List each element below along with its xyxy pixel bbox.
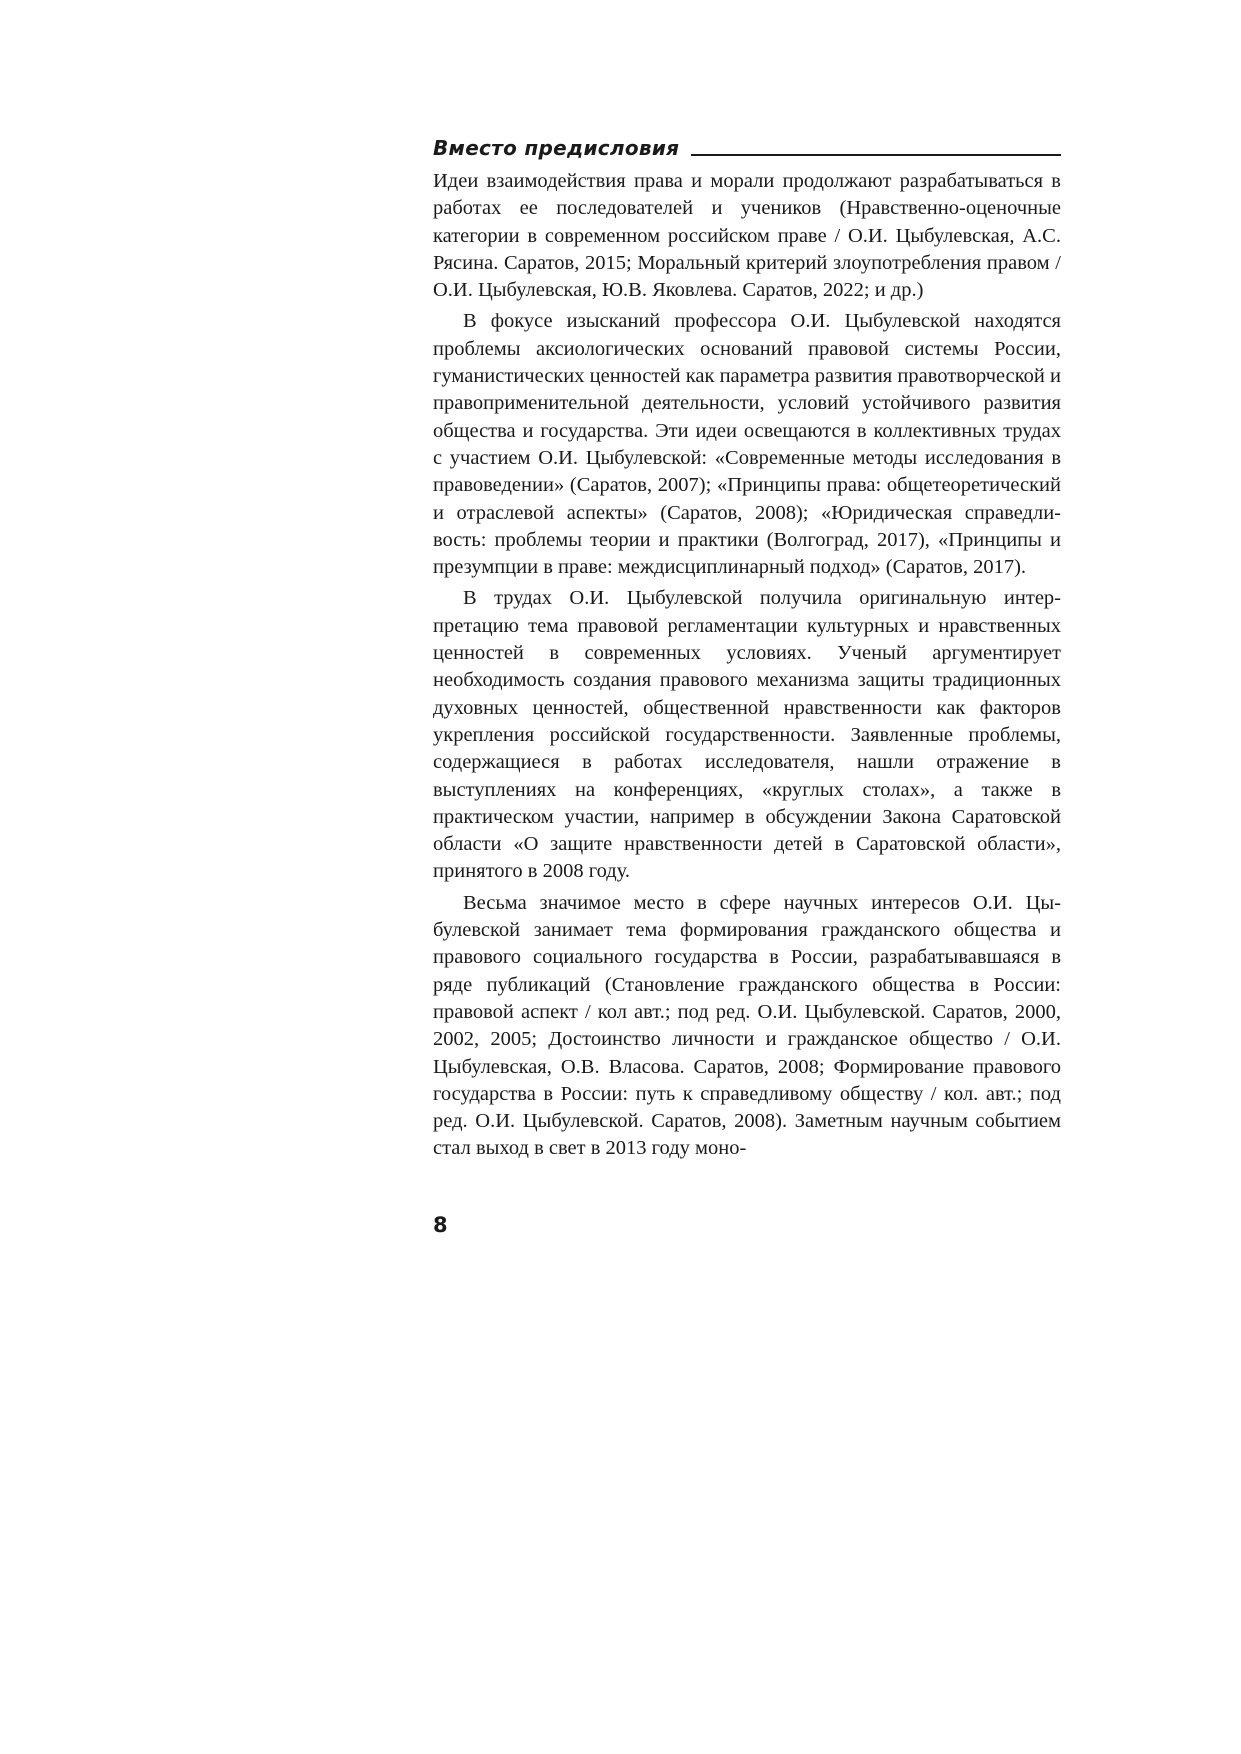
running-head-title: Вместо предисловия — [433, 136, 680, 160]
paragraph: Идеи взаимодействия права и морали продолжают разрабатываться в работах ее последователей и учеников (Нравственно-оценочные категории в современном российском праве / О.И. Цыбулевская, А.С. Рясина. Саратов, 2015; Моральный критерий злоупотребления правом / О.И. Цыбулевская, Ю.В. Яковлева. Саратов, 2022; и др.) — [433, 170, 1061, 302]
paragraph: В трудах О.И. Цыбулевской получила оригинальную интерпретацию тема правовой регламентации культурных и нравственных ценностей в современных условиях. Ученый аргументирует необходимость создания правового механизма защиты традиционных духовных ценностей, общественной нравственности как факторов укрепления российской государственности. Заявленные проблемы, содержащиеся в работах исследователя, нашли отражение в выступлениях на конференциях, «круглых столах», а также в практическом участии, например в обсуждении Закона Саратовской области «О защите нравственности детей в Саратовской области», принятого в 2008 году. — [433, 587, 1061, 883]
paragraph: Весьма значимое место в сфере научных интересов О.И. Цыбулевской занимает тема формирования гражданского общества и правового социального государства в России, разрабатывавшаяся в ряде публикаций (Становление гражданского общества в России: правовой аспект / кол авт.; под ред. О.И. Цыбулевской. Саратов, 2000, 2002, 2005; Достоинство личности и гражданское общество / О.И. Цыбулевская, О.В. Власова. Саратов, 2008; Формирование правового государства в России: путь к справедливому обществу / кол. авт.; под ред. О.И. Цыбулевской. Саратов, 2008). Заметным научным событием стал выход в свет в 2013 году моно- — [433, 891, 1061, 1160]
body-text — [433, 168, 1061, 1167]
paragraph: В фокусе изысканий профессора О.И. Цыбулевской находятся проблемы аксиологических оснований правовой системы России, гуманистических ценностей как параметра развития правотворческой и правоприменительной деятельности, условий устойчивого развития общества и государства. Эти идеи освещаются в коллективных трудах с участием О.И. Цыбулевской: «Современные методы исследования в правоведении» (Саратов, 2007); «Принципы права: общетеоретический и отраслевой аспекты» (Саратов, 2008); «Юридическая справедливость: проблемы теории и практики (Волгоград, 2017), «Принципы и презумпции в праве: междисциплинарный подход» (Саратов, 2017). — [433, 310, 1061, 579]
running-head-rule — [691, 154, 1061, 156]
running-head — [433, 130, 1061, 160]
page-number: 8 — [433, 1213, 448, 1237]
